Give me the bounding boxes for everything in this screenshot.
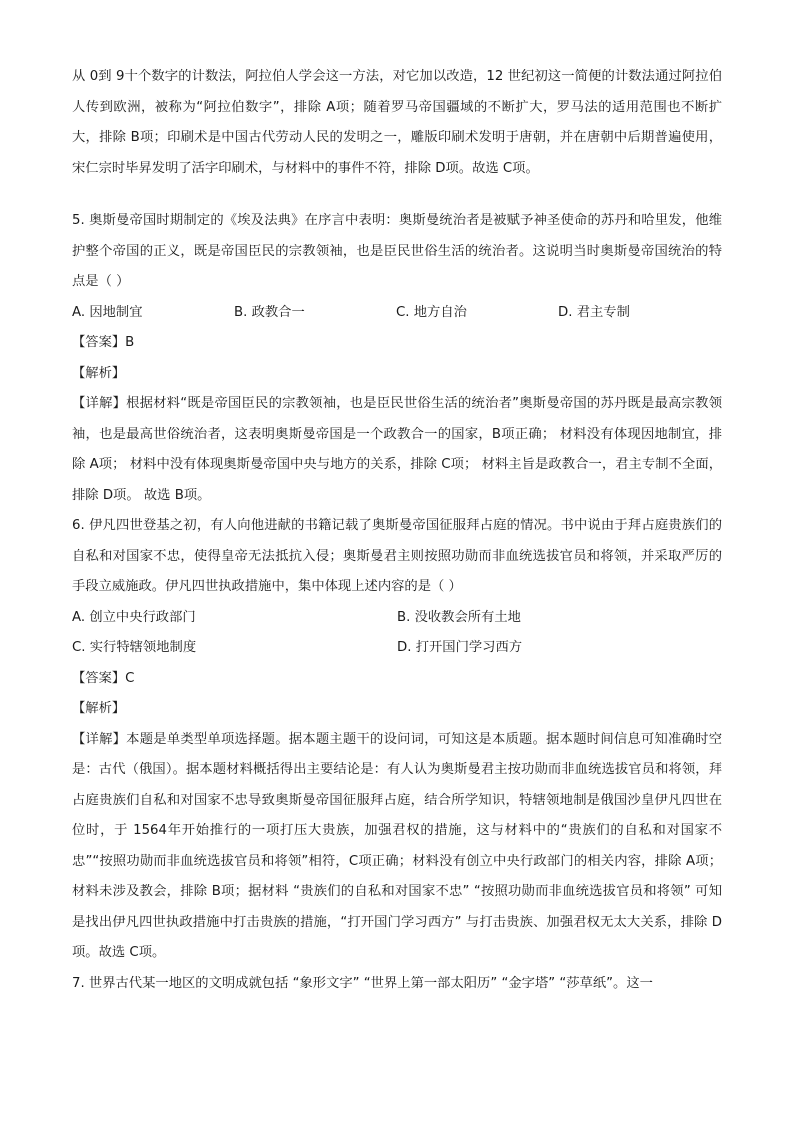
question-5-option-a: A. 因地制宜: [72, 304, 143, 320]
question-6-answer: 【答案】C: [72, 670, 135, 686]
question-6-option-d: D. 打开国门学习西方: [397, 640, 523, 655]
question-5-option-d: D. 君主专制: [558, 304, 630, 320]
question-5-option-c: C. 地方自治: [396, 304, 467, 320]
question-6-stem: 6. 伊凡四世登基之初，有人向他进献的书籍记载了奥斯曼帝国征服拜占庭的情况。书中说由于拜占庭贵族们的自私和对国家不忠，使得皇帝无法抵抗入侵；奥斯曼君主则按照功勋而非血统选拔官员和将领，并采取严厉的手段立威施政。伊凡四世执政措施中，集中体现上述内容的是（ ）: [72, 518, 722, 594]
question-5-option-b: B. 政教合一: [234, 304, 305, 320]
question-6-detail: 【详解】本题是单类型单项选择题。据本题主题干的设问词，可知这是本质题。据本题时间信息可知准确时空是：古代（俄国）。据本题材料概括得出主要结论是：有人认为奥斯曼君主按功勋而非血统选拔官员和将领，拜占庭贵族们自私和对国家不忠导致奥斯曼帝国征服拜占庭，结合所学知识，特辖领地制是俄国沙皇伊凡四世在位时，于 1564年开始推行的一项打压大贵族，加强君权的措施，这与材料中的“贵族们的自私和对国家不忠”“按照功勋而非血统选拔官员和将领”相符，C项正确；材料没有创立中央行政部门的相关内容，排除 A项；材料未涉及教会，排除 B项；据材料 “贵族们的自私和对国家不忠” “按照功勋而非血统选拔官员和将领” 可知是找出伊凡四世执政措施中打击贵族的措施，“打开国门学习西方” 与打击贵族、加强君权无太大关系，排除 D项。故选 C项。: [72, 731, 722, 960]
question-6-option-b: B. 没收教会所有土地: [397, 609, 521, 625]
previous-answer-explanation: 从 0到 9十个数字的计数法，阿拉伯人学会这一方法，对它加以改造，12 世纪初这一简便的计数法通过阿拉伯人传到欧洲，被称为“阿拉伯数字”，排除 A项；随着罗马帝国疆域的不断扩大，罗马法的适用范围也不断扩大，排除 B项；印刷术是中国古代劳动人民的发明之一，雕版印刷术发明于唐朝，并在唐朝中后期普遍使用，宋仁宗时毕昇发明了活字印刷术，与材料中的事件不符，排除 D项。故选 C项。: [72, 69, 722, 176]
document-page: [72, 62, 722, 999]
question-6-options-row-2: [72, 633, 722, 664]
question-5-detail: 【详解】根据材料“既是帝国臣民的宗教领袖，也是臣民世俗生活的统治者”奥斯曼帝国的苏丹既是最高宗教领袖，也是最高世俗统治者，这表明奥斯曼帝国是一个政教合一的国家，B项正确； 材料没有体现因地制宜，排除 A项； 材料中没有体现奥斯曼帝国中央与地方的关系，排除 C项； 材料主旨是政教合一，君主专制不全面，排除 D项。 故选 B项。: [72, 396, 722, 503]
spacer: [72, 184, 722, 206]
question-6-option-a: A. 创立中央行政部门: [72, 609, 196, 625]
question-5-answer: 【答案】B: [72, 335, 135, 350]
question-6-option-c: C. 实行特辖领地制度: [72, 640, 197, 655]
question-5-analysis-label: 【解析】: [72, 365, 126, 381]
question-6-analysis-label: 【解析】: [72, 701, 126, 716]
question-5-stem: 5. 奥斯曼帝国时期制定的《埃及法典》在序言中表明：奥斯曼统治者是被赋予神圣使命的苏丹和哈里发，他维护整个帝国的正义，既是帝国臣民的宗教领袖，也是臣民世俗生活的统治者。这说明当时奥斯曼帝国统治的特点是（ ）: [72, 213, 722, 289]
question-5-options: [72, 298, 722, 329]
question-6-options-row-1: [72, 603, 722, 634]
question-7-stem: 7. 世界古代某一地区的文明成就包括 “象形文字” “世界上第一部太阳历” “金字塔” “莎草纸”。这一: [72, 975, 653, 991]
